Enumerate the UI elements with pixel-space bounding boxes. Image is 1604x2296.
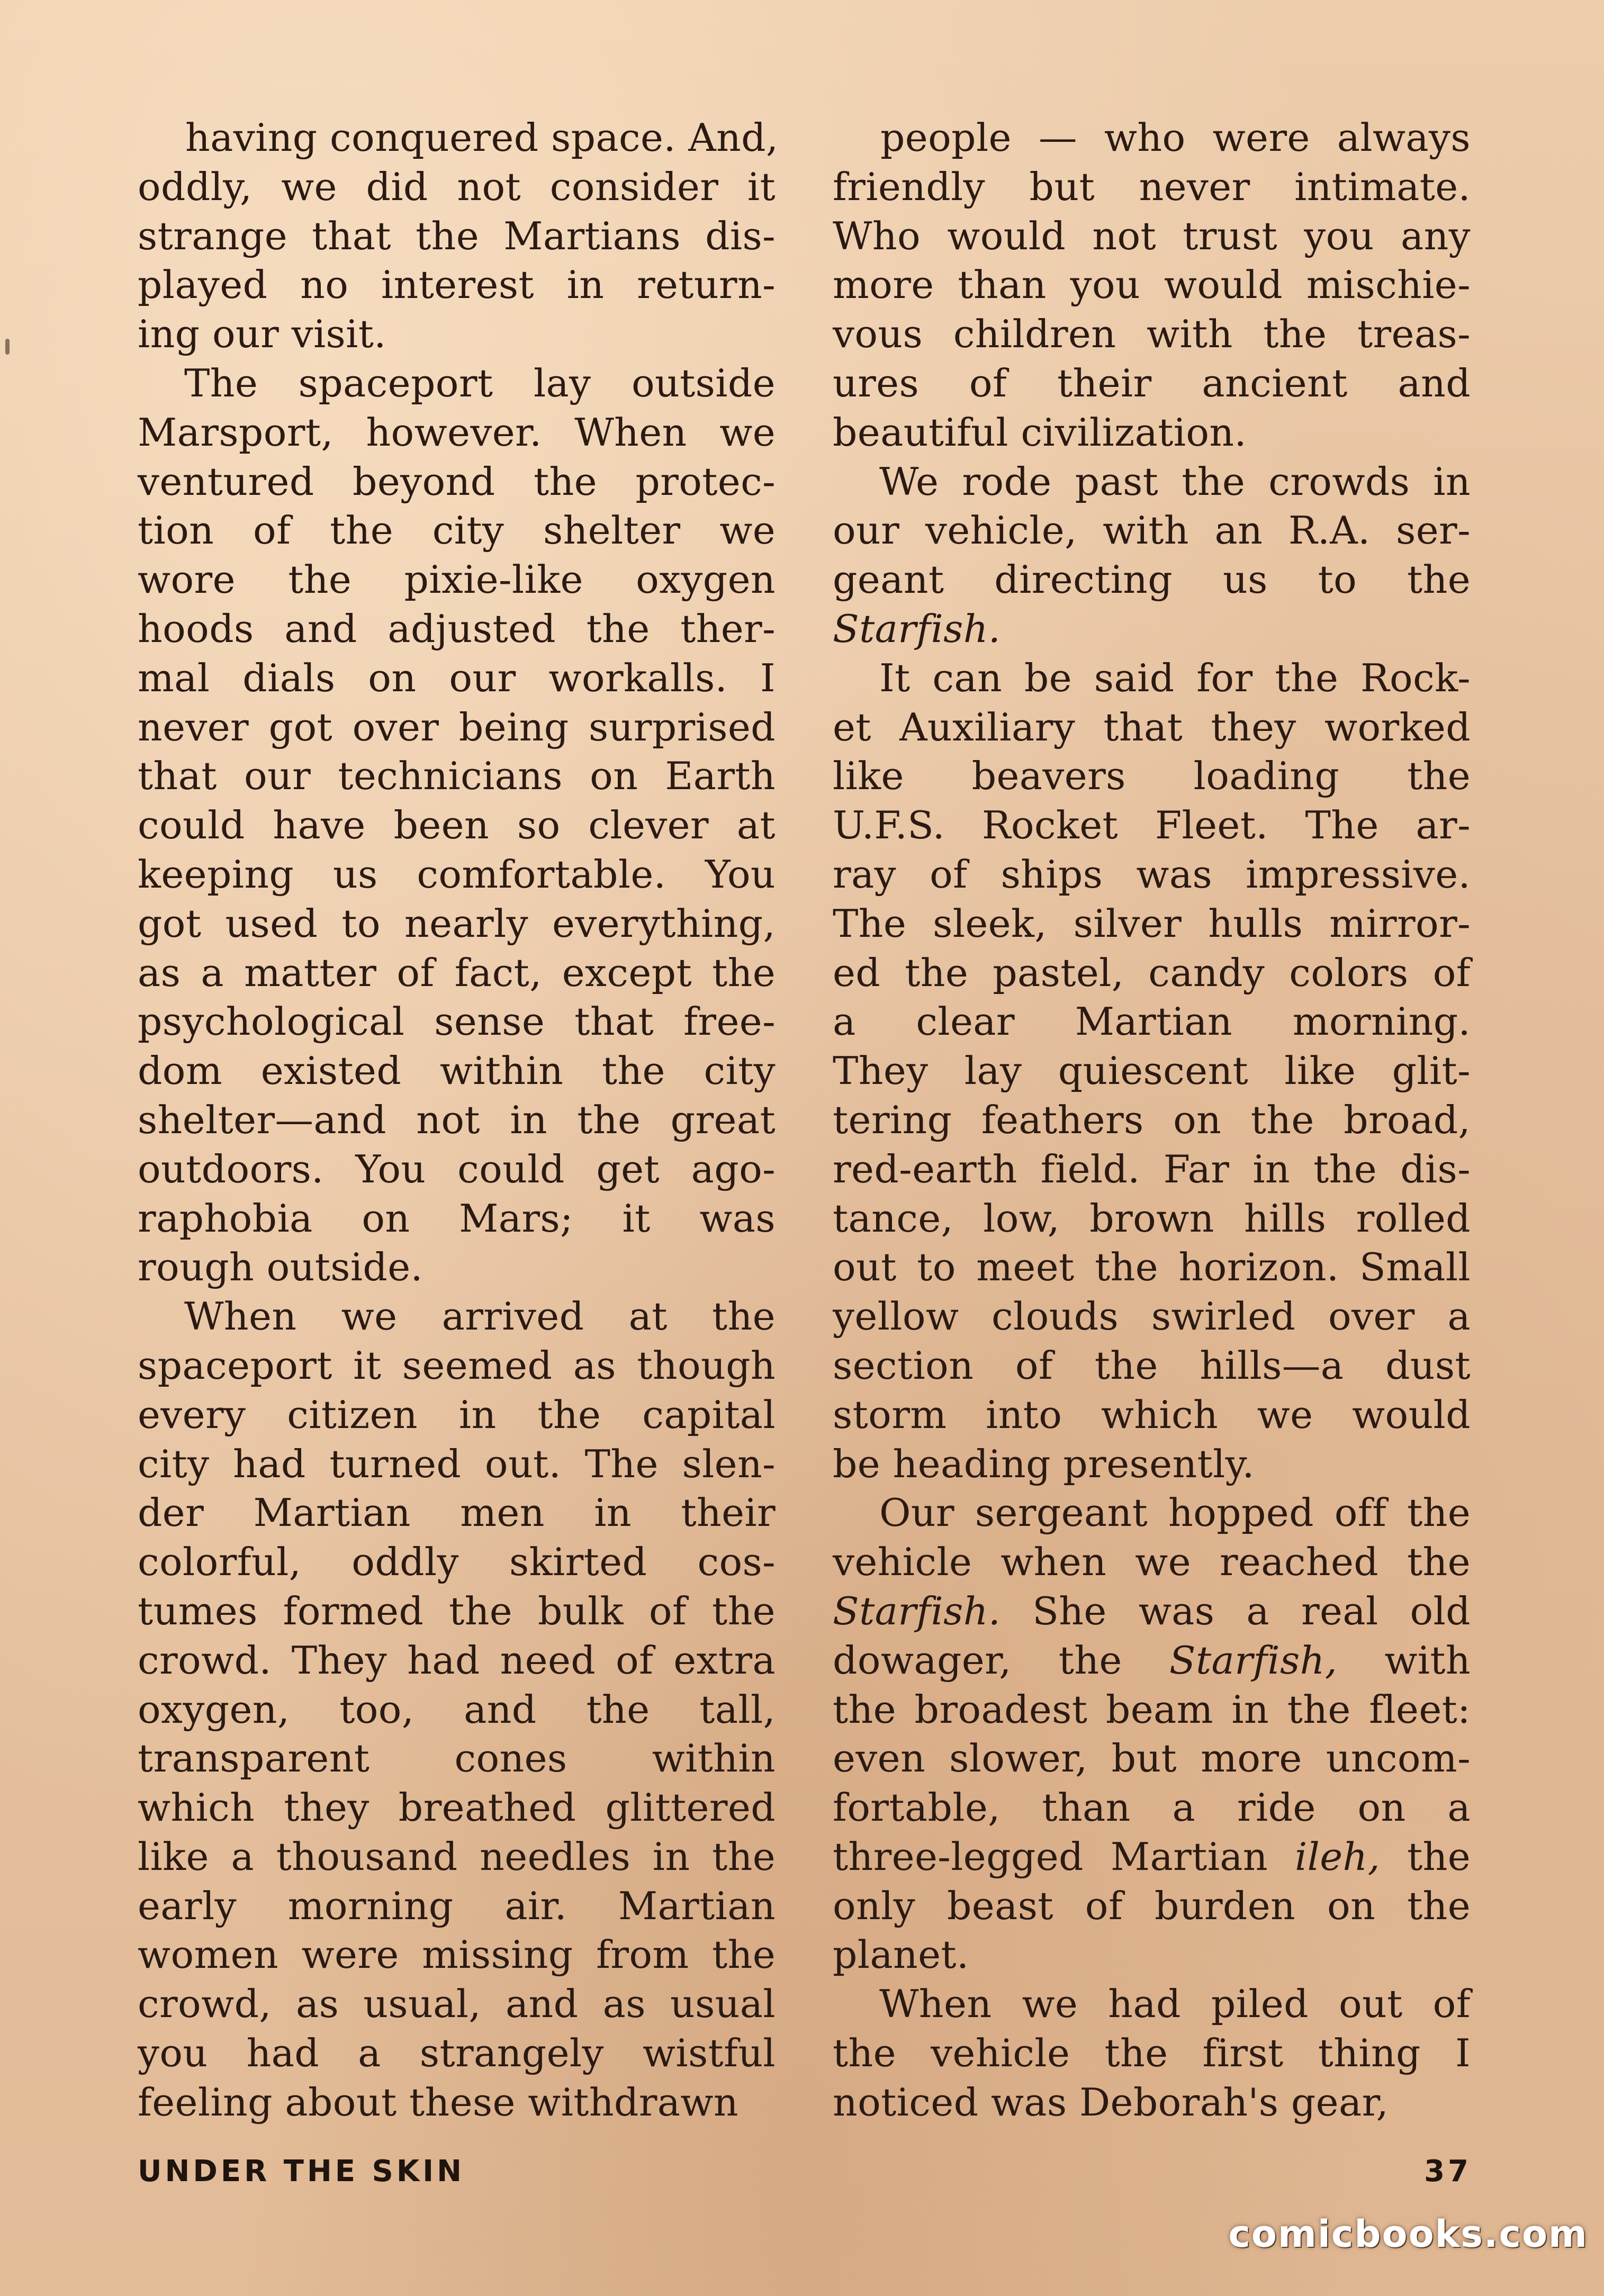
text-line: They lay quiescent like glit- [833,1049,1471,1094]
text-line: that our technicians on Earth [138,754,776,799]
text-line: even slower, but more uncom- [833,1737,1471,1782]
text-line: friendly but never intimate. [833,165,1471,210]
text-line: played no interest in return- [138,263,776,308]
text-line: never got over being surprised [138,705,776,750]
text-line: keeping us comfortable. You [138,852,776,897]
text-line: strange that the Martians dis- [138,214,776,259]
right-paragraph [833,1489,1471,1980]
text-line: rough outside. [138,1245,423,1290]
text-line: geant directing us to the [833,558,1471,603]
text-line: out to meet the horizon. Small [833,1245,1471,1290]
text-line: When we arrived at the [184,1295,776,1340]
text-line: every citizen in the capital [138,1393,776,1438]
text-line: Who would not trust you any [833,214,1471,259]
text-line: ures of their ancient and [833,361,1471,406]
right-text-column [833,114,1471,2128]
text-line: oxygen, too, and the tall, [138,1687,776,1732]
text-line: crowd. They had need of extra [138,1638,776,1683]
text-line: got used to nearly everything, [138,901,776,946]
text-line: The spaceport lay outside [184,361,776,406]
text-line: ing our visit. [138,312,386,357]
text-line: dowager, the Starfish, with [833,1638,1471,1683]
text-line: only beast of burden on the [833,1884,1471,1929]
text-line: more than you would mischie- [833,263,1471,308]
text-line: having conquered space. And, [185,116,779,160]
page-footer [138,2154,1472,2202]
right-paragraph [833,654,1471,1489]
text-line: mal dials on our workalls. I [138,656,776,701]
text-line: U.F.S. Rocket Fleet. The ar- [833,803,1471,848]
text-line: dom existed within the city [138,1049,776,1094]
text-line: could have been so clever at [138,803,776,848]
text-line: our vehicle, with an R.A. ser- [833,509,1471,554]
text-line: Our sergeant hopped off the [879,1491,1471,1536]
text-line: hoods and adjusted the ther- [138,607,776,652]
text-line: as a matter of fact, except the [138,951,776,996]
text-line: vous children with the treas- [833,312,1471,357]
text-line: city had turned out. The slen- [138,1442,776,1487]
text-line: et Auxiliary that they worked [833,705,1471,750]
text-line: wore the pixie-like oxygen [138,558,776,603]
left-paragraph [138,114,779,359]
text-line: When we had piled out of [879,1982,1471,2027]
text-line: be heading presently. [833,1442,1255,1487]
text-line: We rode past the crowds in [879,459,1471,504]
text-line: tering feathers on the broad, [833,1098,1471,1143]
text-line: three-legged Martian ileh, the [833,1834,1471,1879]
text-line: transparent cones within [138,1737,776,1782]
text-line: Starfish. [833,607,1001,652]
text-line: tance, low, brown hills rolled [833,1196,1471,1241]
text-line: outdoors. You could get ago- [138,1147,776,1192]
text-line: The sleek, silver hulls mirror- [833,901,1471,946]
text-line: crowd, as usual, and as usual [138,1982,776,2027]
text-line: which they breathed glittered [138,1786,776,1831]
text-line: It can be said for the Rock- [879,656,1471,701]
text-line: psychological sense that free- [138,1000,776,1045]
left-text-column [138,114,779,2128]
text-line: like a thousand needles in the [138,1834,776,1879]
text-line: you had a strangely wistful [138,2031,776,2076]
text-line: section of the hills—a dust [833,1343,1471,1388]
running-title: UNDER THE SKIN [138,2154,465,2189]
text-line: spaceport it seemed as though [138,1343,776,1388]
text-line: colorful, oddly skirted cos- [138,1540,776,1585]
text-line: fortable, than a ride on a [833,1786,1471,1831]
text-line: beautiful civilization. [833,410,1247,455]
text-line: ventured beyond the protec- [138,459,776,504]
right-paragraph [833,1980,1471,2127]
text-line: feeling about these withdrawn [138,2080,738,2125]
right-paragraph [833,458,1471,654]
text-line: oddly, we did not consider it [138,165,776,210]
page-edge-mark [5,339,10,355]
text-line: shelter—and not in the great [138,1098,776,1143]
text-line: women were missing from the [138,1933,776,1978]
watermark-logo: comicbooks.com [1228,2212,1588,2256]
text-line: people — who were always [880,116,1471,160]
text-line: Marsport, however. When we [138,410,776,455]
text-line: noticed was Deborah's gear, [833,2080,1389,2125]
text-line: ray of ships was impressive. [833,852,1471,897]
text-line: raphobia on Mars; it was [138,1196,776,1241]
text-line: ed the pastel, candy colors of [833,951,1471,996]
right-paragraph [833,114,1471,458]
text-line: storm into which we would [833,1393,1471,1438]
left-paragraph [138,1292,776,2128]
text-line: der Martian men in their [138,1491,776,1536]
text-line: the broadest beam in the fleet: [833,1687,1471,1732]
text-line: like beavers loading the [833,754,1471,799]
text-line: early morning air. Martian [138,1884,776,1929]
text-line: planet. [833,1933,969,1978]
text-line: yellow clouds swirled over a [833,1295,1471,1340]
text-line: vehicle when we reached the [833,1540,1471,1585]
text-line: tumes formed the bulk of the [138,1589,776,1634]
text-line: a clear Martian morning. [833,1000,1471,1045]
text-line: Starfish. She was a real old [833,1589,1471,1634]
text-line: the vehicle the first thing I [833,2031,1471,2076]
left-paragraph [138,359,776,1292]
page-number: 37 [1424,2154,1472,2189]
text-line: tion of the city shelter we [138,509,776,554]
text-line: red-earth field. Far in the dis- [833,1147,1471,1192]
